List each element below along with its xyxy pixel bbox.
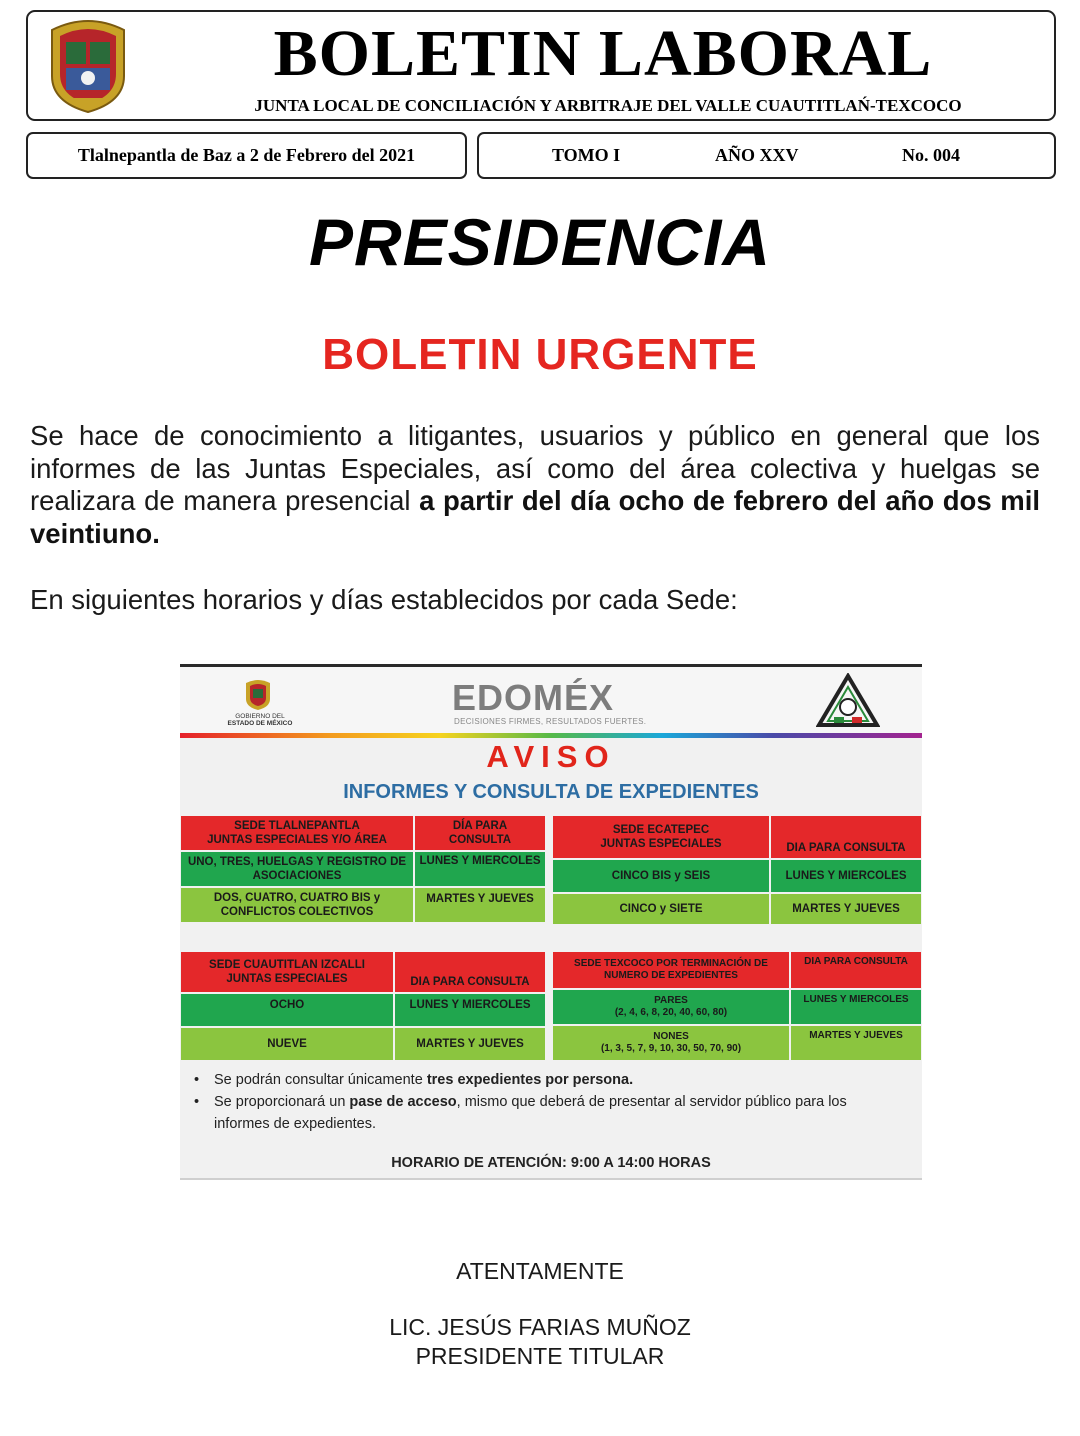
texc-row1-dia: LUNES Y MIERCOLES bbox=[790, 989, 922, 1025]
bullet1-text: Se podrán consultar únicamente bbox=[214, 1072, 427, 1088]
edomex-shield-icon bbox=[244, 679, 272, 711]
aviso-title: AVISO bbox=[486, 739, 616, 774]
ecat-row1-dia: LUNES Y MIERCOLES bbox=[770, 859, 922, 893]
cuau-header-dia: DIA PARA CONSULTA bbox=[394, 951, 546, 993]
texc-header-dia: DIA PARA CONSULTA bbox=[790, 951, 922, 989]
ecat-row1-juntas: CINCO BIS y SEIS bbox=[552, 859, 770, 893]
tlal-row1-dia: LUNES Y MIERCOLES bbox=[414, 851, 546, 887]
bullet1-bold: tres expedientes por persona. bbox=[426, 1072, 634, 1088]
signer-role: PRESIDENTE TITULAR bbox=[415, 1343, 665, 1369]
bullet2-bold: pase de acceso bbox=[349, 1094, 457, 1110]
tlal-header-dia: DÍA PARA CONSULTA bbox=[414, 815, 546, 851]
texc-row2-dia: MARTES Y JUEVES bbox=[790, 1025, 922, 1061]
ecat-header-dia: DIA PARA CONSULTA bbox=[770, 815, 922, 859]
texc-header-sede: SEDE TEXCOCO POR TERMINACIÓN DE NUMERO DE EXPEDIENTES bbox=[552, 951, 790, 989]
tlal-row1-juntas: UNO, TRES, HUELGAS Y REGISTRO DE ASOCIACIONES bbox=[180, 851, 414, 887]
gob-label-line1: GOBIERNO DEL bbox=[235, 713, 285, 720]
bulletin-subtitle: JUNTA LOCAL DE CONCILIACIÓN Y ARBITRAJE DEL VALLE CUAUTITLAŃ-TEXCOCO bbox=[254, 96, 962, 115]
notice-subtitle: INFORMES Y CONSULTA DE EXPEDIENTES bbox=[343, 781, 759, 803]
cuau-header-sede: SEDE CUAUTITLAN IZCALLI JUNTAS ESPECIALES bbox=[180, 951, 394, 993]
bullet-item bbox=[194, 1069, 904, 1091]
body-text: Se hace de conocimiento a litigantes, usuarios y público en general que los informes de las Juntas Especiales, así como del área colectiva y huelgas se realizara de manera presencial bbox=[30, 420, 1040, 516]
tlal-header-sede: SEDE TLALNEPANTLA JUNTAS ESPECIALES Y/O ÁREA bbox=[180, 815, 414, 851]
attention-hours: HORARIO DE ATENCIÓN: 9:00 A 14:00 HORAS bbox=[391, 1155, 711, 1171]
junta-logo-icon bbox=[816, 673, 880, 731]
edomex-tagline: DECISIONES FIRMES, RESULTADOS FUERTES. bbox=[454, 717, 647, 726]
texc-row1-terminacion: PARES (2, 4, 6, 8, 20, 40, 60, 80) bbox=[552, 989, 790, 1025]
ecat-row2-dia: MARTES Y JUEVES bbox=[770, 893, 922, 925]
edomex-brand: EDOMÉX bbox=[452, 677, 615, 718]
rainbow-bar bbox=[180, 733, 922, 738]
texc-row2-terminacion: NONES (1, 3, 5, 7, 9, 10, 30, 50, 70, 90) bbox=[552, 1025, 790, 1061]
issue-info-box bbox=[477, 132, 1056, 179]
closing: ATENTAMENTE bbox=[456, 1258, 624, 1284]
bulletin-title: BOLETIN LABORAL bbox=[273, 17, 933, 90]
place-date: Tlalnepantla de Baz a 2 de Febrero del 2021 bbox=[77, 145, 416, 165]
notice-header bbox=[180, 667, 922, 733]
notice-bullets bbox=[194, 1069, 904, 1135]
body-schedule-intro: En siguientes horarios y días establecidos por cada Sede: bbox=[30, 584, 738, 615]
bullet2-text: Se proporcionará un bbox=[214, 1094, 350, 1110]
ecat-row2-juntas: CINCO y SIETE bbox=[552, 893, 770, 925]
tlal-row2-juntas: DOS, CUATRO, CUATRO BIS y CONFLICTOS COLECTIVOS bbox=[180, 887, 414, 923]
place-date-box bbox=[26, 132, 467, 179]
ecat-header-sede: SEDE ECATEPEC JUNTAS ESPECIALES bbox=[552, 815, 770, 859]
signer-name: LIC. JESÚS FARIAS MUÑOZ bbox=[389, 1314, 691, 1340]
bullet-item bbox=[194, 1091, 904, 1135]
state-seal-icon bbox=[44, 16, 132, 114]
cuau-row1-dia: LUNES Y MIERCOLES bbox=[394, 993, 546, 1027]
issue-number: No. 004 bbox=[902, 145, 960, 165]
tlal-row2-dia: MARTES Y JUEVES bbox=[414, 887, 546, 923]
tomo: TOMO I bbox=[552, 145, 621, 165]
notice-image bbox=[180, 664, 922, 1180]
cuau-row2-dia: MARTES Y JUEVES bbox=[394, 1027, 546, 1061]
urgent-heading: BOLETIN URGENTE bbox=[322, 330, 758, 379]
bullet2-text-post: , mismo que deberá de presentar al servidor público para los informes de expedientes. bbox=[214, 1094, 847, 1132]
masthead bbox=[26, 10, 1056, 121]
cuau-row2-juntas: NUEVE bbox=[180, 1027, 394, 1061]
anio: AÑO XXV bbox=[715, 145, 799, 165]
section-heading: PRESIDENCIA bbox=[308, 205, 772, 279]
body-paragraph bbox=[30, 420, 1040, 550]
gob-label bbox=[210, 713, 310, 727]
gob-label-line2: ESTADO DE MÉXICO bbox=[227, 720, 293, 727]
body-bold-date: a partir del día ocho de febrero del año dos mil veintiuno. bbox=[30, 485, 1040, 549]
cuau-row1-juntas: OCHO bbox=[180, 993, 394, 1027]
